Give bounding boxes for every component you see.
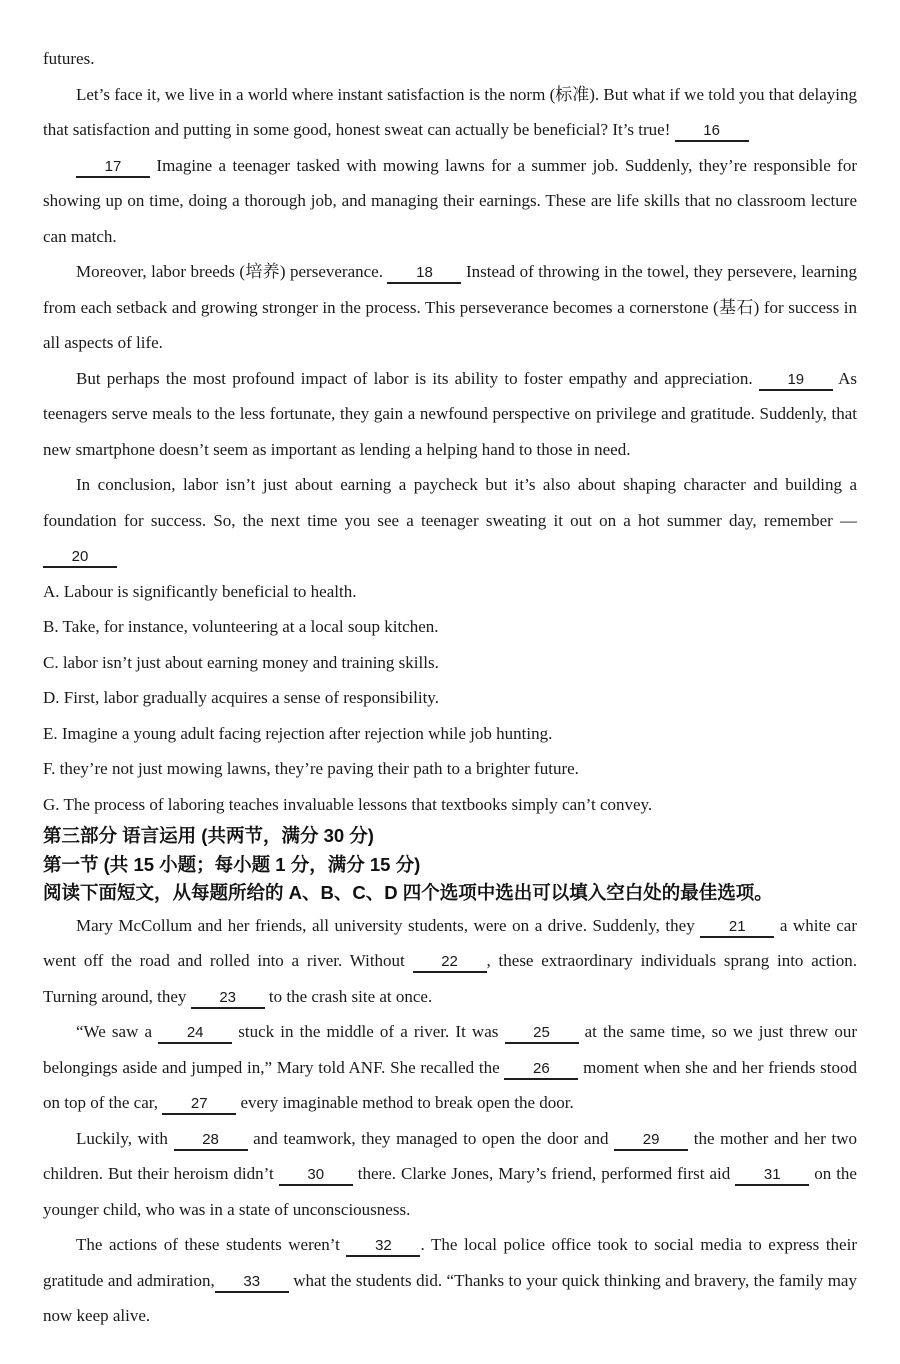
option-G: G. The process of laboring teaches invaluable lessons that textbooks simply can’t convey. xyxy=(43,794,653,814)
text-run: moment when she and her friends stood on top of the car, xyxy=(43,1057,857,1112)
part-three-heading: 第三部分 语言运用 (共两节，满分 30 分) xyxy=(43,825,374,846)
blank-17: 17 xyxy=(76,157,150,178)
passage1-paragraph-17 xyxy=(43,148,857,255)
blank-24: 24 xyxy=(158,1023,232,1044)
blank-25: 25 xyxy=(505,1023,579,1044)
passage1-paragraph-19 xyxy=(43,361,857,468)
blank-18: 18 xyxy=(387,263,461,284)
section-one-instruction: 阅读下面短文，从每题所给的 A、B、C、D 四个选项中选出可以填入空白处的最佳选项。 xyxy=(43,882,773,903)
text-run: a white car went off the road and rolled into a river. Without xyxy=(43,915,857,970)
blank-27: 27 xyxy=(162,1094,236,1115)
text-run: every imaginable method to break open the door. xyxy=(236,1093,574,1112)
passage1-paragraph-18 xyxy=(43,254,857,361)
text-run: . The local police office took to social media to express their gratitude and admiration, xyxy=(43,1235,857,1290)
text-run: what the students did. “Thanks to your quick thinking and bravery, the family may now keep alive. xyxy=(43,1270,857,1325)
passage2-paragraph-21-23 xyxy=(43,908,857,1015)
passage2-paragraph-24-27 xyxy=(43,1014,857,1121)
blank-21: 21 xyxy=(700,917,774,938)
blank-22: 22 xyxy=(413,952,487,973)
passage2-paragraph-28-31 xyxy=(43,1121,857,1228)
text-run: In conclusion, labor isn’t just about earning a paycheck but it’s also about shaping character and building a foundation for success. So, the next time you see a teenager sweating it out on a hot summer day, remember — xyxy=(43,475,857,530)
text-run: to the crash site at once. xyxy=(264,986,433,1006)
passage1-paragraph-20 xyxy=(43,467,857,574)
blank-32: 32 xyxy=(346,1236,420,1257)
text-run: stuck in the middle of a river. It was xyxy=(232,1022,505,1041)
text-run: Luckily, with xyxy=(76,1128,174,1148)
text-run: But perhaps the most profound impact of labor is its ability to foster empathy and appreciation. xyxy=(76,368,759,388)
blank-30: 30 xyxy=(279,1165,353,1186)
text-run: and teamwork, they managed to open the door and xyxy=(247,1128,615,1148)
text-run: As teenagers serve meals to the less fortunate, they gain a newfound perspective on privilege and gratitude. Suddenly, that new smartphone doesn’t seem as important as lending a helping hand to those in need. xyxy=(43,368,857,459)
text-run: The actions of these students weren’t xyxy=(76,1235,347,1254)
option-A: A. Labour is significantly beneficial to health. xyxy=(43,581,357,601)
text-run: at the same time, so we just threw our belongings aside and jumped in,” Mary told ANF. She recalled the xyxy=(43,1022,857,1077)
text-run: the mother and her two children. But their heroism didn’t xyxy=(43,1128,857,1183)
text-run: Let’s face it, we live in a world where instant satisfaction is the norm (标准). But what if we told you that delaying that satisfaction and putting in some good, honest sweat can actually be beneficial? It’s true! xyxy=(43,84,857,139)
passage1-paragraph-16 xyxy=(43,77,857,148)
option-E: E. Imagine a young adult facing rejection after rejection while job hunting. xyxy=(43,723,553,743)
blank-29: 29 xyxy=(614,1130,688,1151)
blank-26: 26 xyxy=(504,1059,578,1080)
passage1-leading-line: futures. xyxy=(43,49,95,68)
option-C: C. labor isn’t just about earning money and training skills. xyxy=(43,652,439,672)
text-run: Instead of throwing in the towel, they persevere, learning from each setback and growing stronger in the process. This perseverance becomes a cornerstone (基石) for success in all aspects of life. xyxy=(43,262,857,352)
text-run: there. Clarke Jones, Mary’s friend, performed first aid xyxy=(352,1164,736,1183)
blank-20: 20 xyxy=(43,547,117,568)
blank-33: 33 xyxy=(215,1272,289,1293)
text-run: Mary McCollum and her friends, all university students, were on a drive. Suddenly, they xyxy=(76,915,701,935)
blank-23: 23 xyxy=(191,988,265,1009)
text-run: Imagine a teenager tasked with mowing lawns for a summer job. Suddenly, they’re responsible for showing up on time, doing a thorough job, and managing their earnings. These are life skills that no classroom lecture can match. xyxy=(43,155,857,246)
text-run: “We saw a xyxy=(76,1022,159,1041)
blank-19: 19 xyxy=(759,370,833,391)
option-F: F. they’re not just mowing lawns, they’re paving their path to a brighter future. xyxy=(43,759,579,778)
blank-16: 16 xyxy=(675,121,749,142)
text-run: on the younger child, who was in a state of unconsciousness. xyxy=(43,1164,857,1219)
option-B: B. Take, for instance, volunteering at a local soup kitchen. xyxy=(43,617,439,636)
text-run: , these extraordinary individuals sprang into action. Turning around, they xyxy=(43,951,857,1006)
blank-28: 28 xyxy=(174,1130,248,1151)
option-D: D. First, labor gradually acquires a sense of responsibility. xyxy=(43,688,439,707)
passage2-paragraph-32-33 xyxy=(43,1227,857,1334)
text-run: Moreover, labor breeds (培养) perseverance. xyxy=(76,262,388,281)
blank-31: 31 xyxy=(735,1165,809,1186)
section-one-heading: 第一节 (共 15 小题；每小题 1 分，满分 15 分) xyxy=(43,853,421,875)
